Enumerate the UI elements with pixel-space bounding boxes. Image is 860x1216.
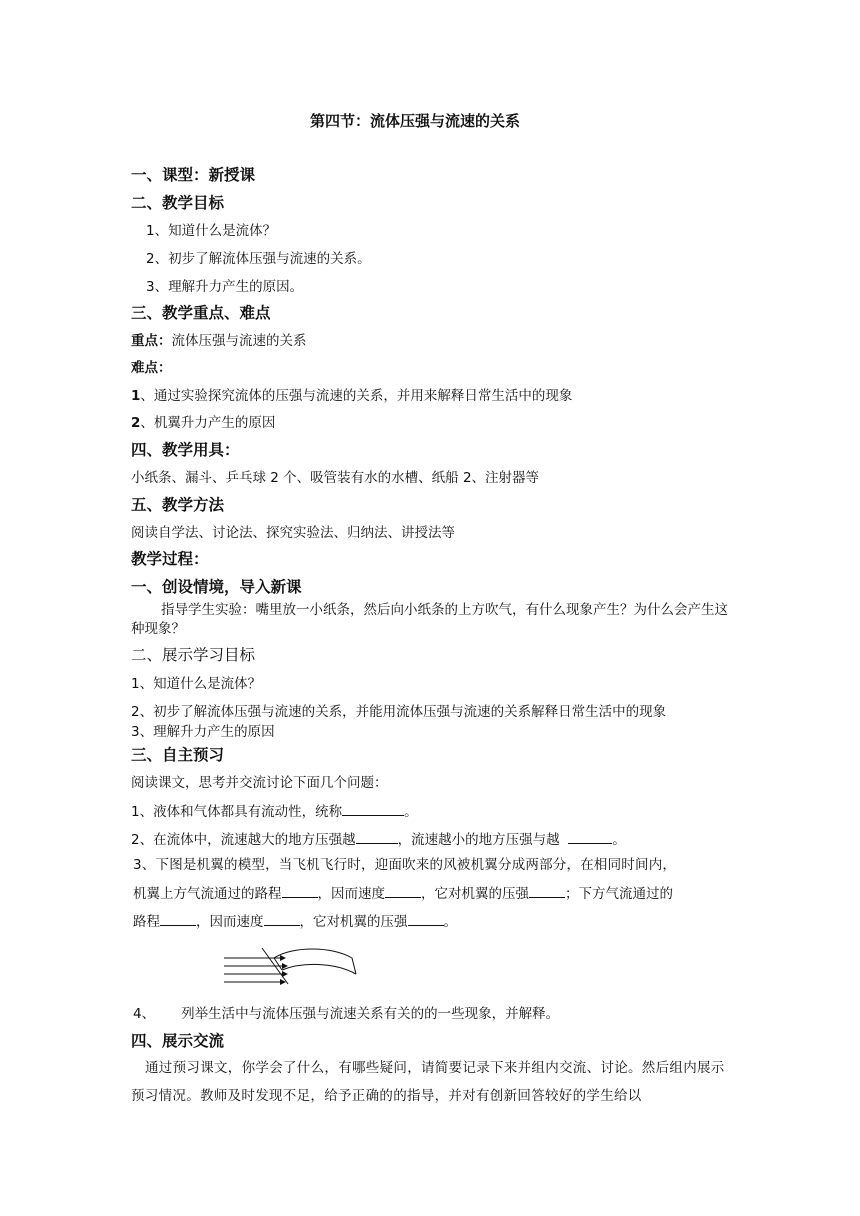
question-1-end: 。 — [404, 804, 418, 820]
wing-lower-surface — [282, 964, 356, 974]
question-3-text: ；下方气流通过的 — [565, 886, 673, 902]
difficult-item — [131, 388, 572, 404]
process-step-3: 三、自主预习 — [131, 746, 225, 764]
methods-text: 阅读自学法、讨论法、探究实验法、归纳法、讲授法等 — [131, 525, 455, 541]
process-step-2: 二、展示学习目标 — [131, 646, 256, 664]
question-3-line-1: 3、下图是机翼的模型，当飞机飞行时，迎面吹来的风被机翼分成两部分，在相同时间内， — [133, 857, 677, 873]
learning-goal-item: 3、理解升力产生的原因 — [131, 724, 275, 740]
question-3-text: ，因而速度 — [196, 914, 264, 930]
wing-upper-surface — [274, 949, 356, 974]
answer-blank[interactable] — [160, 913, 196, 926]
question-2-end: 。 — [612, 832, 626, 848]
goal-item: 3、理解升力产生的原因。 — [146, 279, 304, 295]
learning-goal-item: 1、知道什么是流体？ — [131, 676, 262, 692]
answer-blank[interactable] — [568, 831, 612, 844]
key-point-text: 流体压强与流速的关系 — [171, 333, 307, 349]
question-3-text: 机翼上方气流通过的路程 — [133, 886, 282, 902]
question-4-number: 4、 — [133, 1006, 156, 1022]
difficult-item — [131, 415, 275, 431]
difficult-item-text: 、机翼升力产生的原因 — [140, 415, 276, 431]
difficult-item-text: 、通过实验探究流体的压强与流速的关系，并用来解释日常生活中的现象 — [140, 388, 573, 404]
process-step-4: 四、展示交流 — [131, 1032, 225, 1050]
question-2-text-b: ，流速越小的地方压强与越 — [397, 832, 560, 848]
wing-model-figure — [222, 944, 362, 992]
key-point-label: 重点： — [131, 333, 172, 349]
section-teaching-methods: 五、教学方法 — [131, 496, 225, 514]
difficult-item-number: 2 — [131, 415, 141, 431]
section-key-difficult: 三、教学重点、难点 — [131, 304, 271, 322]
question-4 — [133, 1006, 559, 1022]
section-lesson-type: 一、课型：新授课 — [131, 166, 256, 184]
goal-item: 1、知道什么是流体？ — [146, 223, 277, 239]
question-3-line-2 — [133, 885, 673, 902]
answer-blank[interactable] — [264, 913, 300, 926]
goal-item: 2、初步了解流体压强与流速的关系。 — [146, 251, 371, 267]
section-teaching-tools: 四、教学用具： — [131, 441, 240, 459]
tools-text: 小纸条、漏斗、乒乓球 2 个、吸管装有水的水槽、纸船 2、注射器等 — [131, 470, 540, 486]
arrowhead — [280, 955, 286, 961]
question-3-text: 路程 — [133, 914, 160, 930]
difficult-point-label: 难点： — [131, 360, 172, 376]
process-step-1: 一、创设情境，导入新课 — [131, 578, 302, 596]
process-step-1-text: 指导学生实验：嘴里放一小纸条，然后向小纸条的上方吹气，有什么现象产生？为什么会产生这种现象？ — [131, 602, 728, 637]
section-teaching-process: 教学过程： — [131, 550, 209, 568]
answer-blank[interactable] — [408, 913, 444, 926]
key-point-line — [131, 333, 307, 349]
answer-blank[interactable] — [356, 831, 398, 844]
preview-intro: 阅读课文，思考并交流讨论下面几个问题： — [131, 775, 388, 791]
question-4-text: 列举生活中与流体压强与流速关系有关的的一些现象，并解释。 — [181, 1006, 560, 1022]
process-step-4-text: 通过预习课文，你学会了什么，有哪些疑问，请简要记录下来并组内交流、讨论。然后组内展示预习情况。教师及时发现不足，给予正确的的指导，并对有创新回答较好的学生给以 — [131, 1060, 725, 1104]
answer-blank[interactable] — [529, 885, 565, 898]
difficult-item-number: 1 — [131, 388, 141, 404]
learning-goal-item: 2、初步了解流体压强与流速的关系，并能用流体压强与流速的关系解释日常生活中的现象 — [131, 704, 667, 720]
question-3-text: 。 — [443, 914, 457, 930]
answer-blank[interactable] — [342, 803, 404, 816]
page-title: 第四节：流体压强与流速的关系 — [310, 112, 521, 130]
question-3-text: ，它对机翼的压强 — [299, 914, 408, 930]
question-1 — [131, 803, 418, 820]
arrowhead — [282, 971, 288, 977]
question-1-text: 1、液体和气体都具有流动性，统称 — [131, 804, 343, 820]
question-2-text-a: 2、在流体中，流速越大的地方压强越 — [131, 832, 356, 848]
question-3-text: ，它对机翼的压强 — [421, 886, 529, 902]
section-teaching-goals: 二、教学目标 — [131, 194, 225, 212]
answer-blank[interactable] — [282, 885, 318, 898]
question-3-text: ，因而速度 — [317, 886, 385, 902]
question-2 — [131, 831, 626, 848]
question-3-line-3 — [133, 913, 457, 930]
answer-blank[interactable] — [385, 885, 421, 898]
